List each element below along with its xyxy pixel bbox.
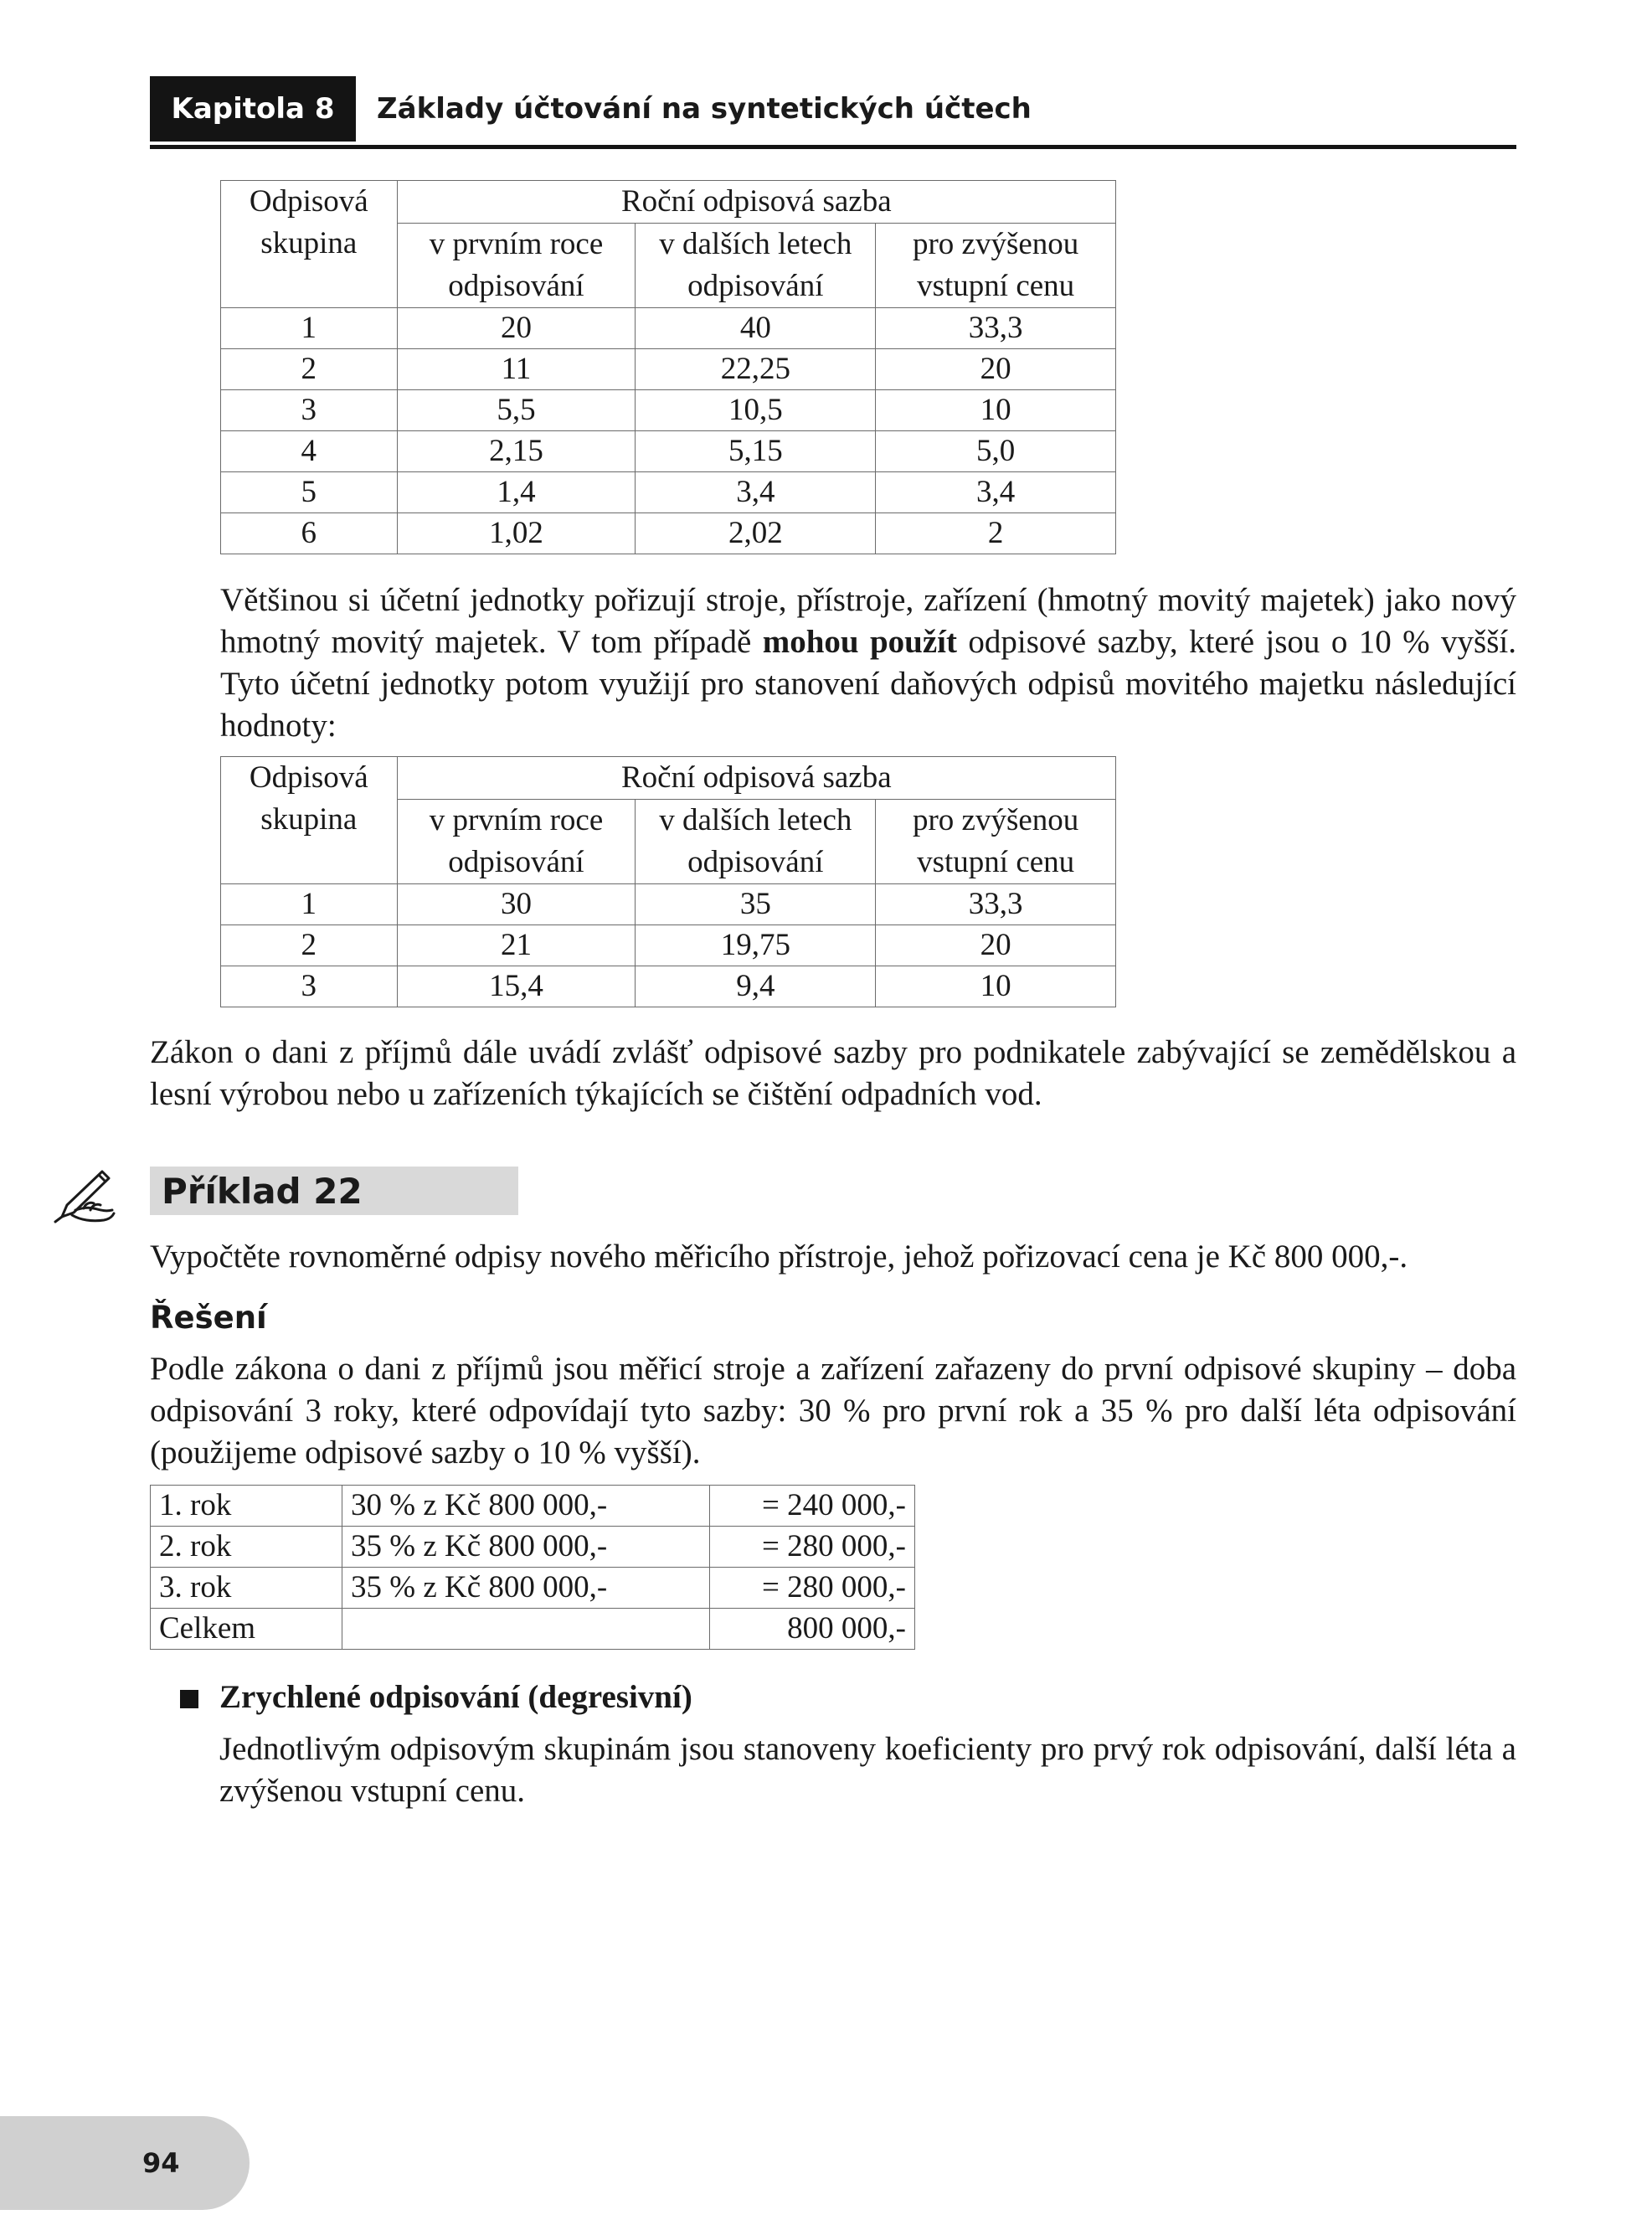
table-row: 1 20 40 33,3 (221, 308, 1116, 349)
increased-rates-table (220, 756, 1116, 1007)
calculation-table (150, 1485, 915, 1650)
subheader-next-years: v dalších letech odpisování (636, 224, 876, 308)
table-row: 3 5,5 10,5 10 (221, 390, 1116, 431)
table-row: Celkem 800 000,- (151, 1609, 915, 1650)
subheader-increased-price: pro zvýšenou vstupní cenu (876, 800, 1116, 884)
example-title: Příklad 22 (150, 1167, 518, 1215)
paragraph-special-rates: Zákon o dani z příjmů dále uvádí zvlášť odpisové sazby pro podnikatele zabývající se zemědělskou a lesní výrobou nebo u zařízeních týkajících se čištění odpadních vod. (150, 1034, 1516, 1112)
paragraph-new-assets: Většinou si účetní jednotky pořizují stroje, přístroje, zařízení (hmotný movitý majetek) jako nový hmotný movitý majetek. V tom případě mohou použít odpisové sazby, které jsou o 10 % vyšší. Tyto účetní jednotky potom využijí pro stanovení daňových odpisů movitého majetku následující hodnoty: (220, 582, 1516, 744)
subheader-first-year: v prvním roce odpisování (397, 224, 636, 308)
table-row: 2 21 19,75 20 (221, 925, 1116, 966)
group-header: Odpisová skupina (221, 757, 398, 884)
group-header: Odpisová skupina (221, 181, 398, 308)
chapter-title: Základy účtování na syntetických účtech (377, 92, 1032, 126)
subheader-next-years: v dalších letech odpisování (636, 800, 876, 884)
table-row: 5 1,4 3,4 3,4 (221, 472, 1116, 513)
table-row: 2. rok 35 % z Kč 800 000,- = 280 000,- (151, 1527, 915, 1568)
table-row: 6 1,02 2,02 2 (221, 513, 1116, 554)
depreciation-rates-table (220, 180, 1116, 554)
solution-text: Podle zákona o dani z příjmů jsou měřicí stroje a zařízení zařazeny do první odpisové skupiny – doba odpisování 3 roky, které odpovídají tyto sazby: 30 % pro první rok a 35 % pro další léta odpisování (použijeme odpisové sazby o 10 % vyšší). (150, 1351, 1516, 1470)
rate-header: Roční odpisová sazba (397, 181, 1115, 224)
section-text: Jednotlivým odpisovým skupinám jsou stanoveny koeficienty pro prvý rok odpisování, další léta a zvýšenou vstupní cenu. (219, 1731, 1516, 1809)
table-row: 2 11 22,25 20 (221, 349, 1116, 390)
rate-header: Roční odpisová sazba (397, 757, 1115, 800)
table-row: 1. rok 30 % z Kč 800 000,- = 240 000,- (151, 1486, 915, 1527)
table-row: 3 15,4 9,4 10 (221, 966, 1116, 1007)
header-rule (150, 145, 1516, 149)
writing-hand-icon (50, 1167, 119, 1227)
subheader-first-year: v prvním roce odpisování (397, 800, 636, 884)
section-heading: Zrychlené odpisování (degresivní) (219, 1679, 692, 1715)
table-row: 3. rok 35 % z Kč 800 000,- = 280 000,- (151, 1568, 915, 1609)
page-tab (0, 2116, 250, 2210)
example-task: Vypočtěte rovnoměrné odpisy nového měřicího přístroje, jehož pořizovací cena je Kč 800 000,-. (150, 1239, 1408, 1275)
solution-heading: Řešení (150, 1300, 267, 1336)
chapter-label: Kapitola 8 (150, 76, 356, 142)
page-number: 94 (142, 2147, 180, 2179)
bullet-square-icon (180, 1690, 198, 1708)
table-row: 4 2,15 5,15 5,0 (221, 431, 1116, 472)
table-row: 1 30 35 33,3 (221, 884, 1116, 925)
subheader-increased-price: pro zvýšenou vstupní cenu (876, 224, 1116, 308)
